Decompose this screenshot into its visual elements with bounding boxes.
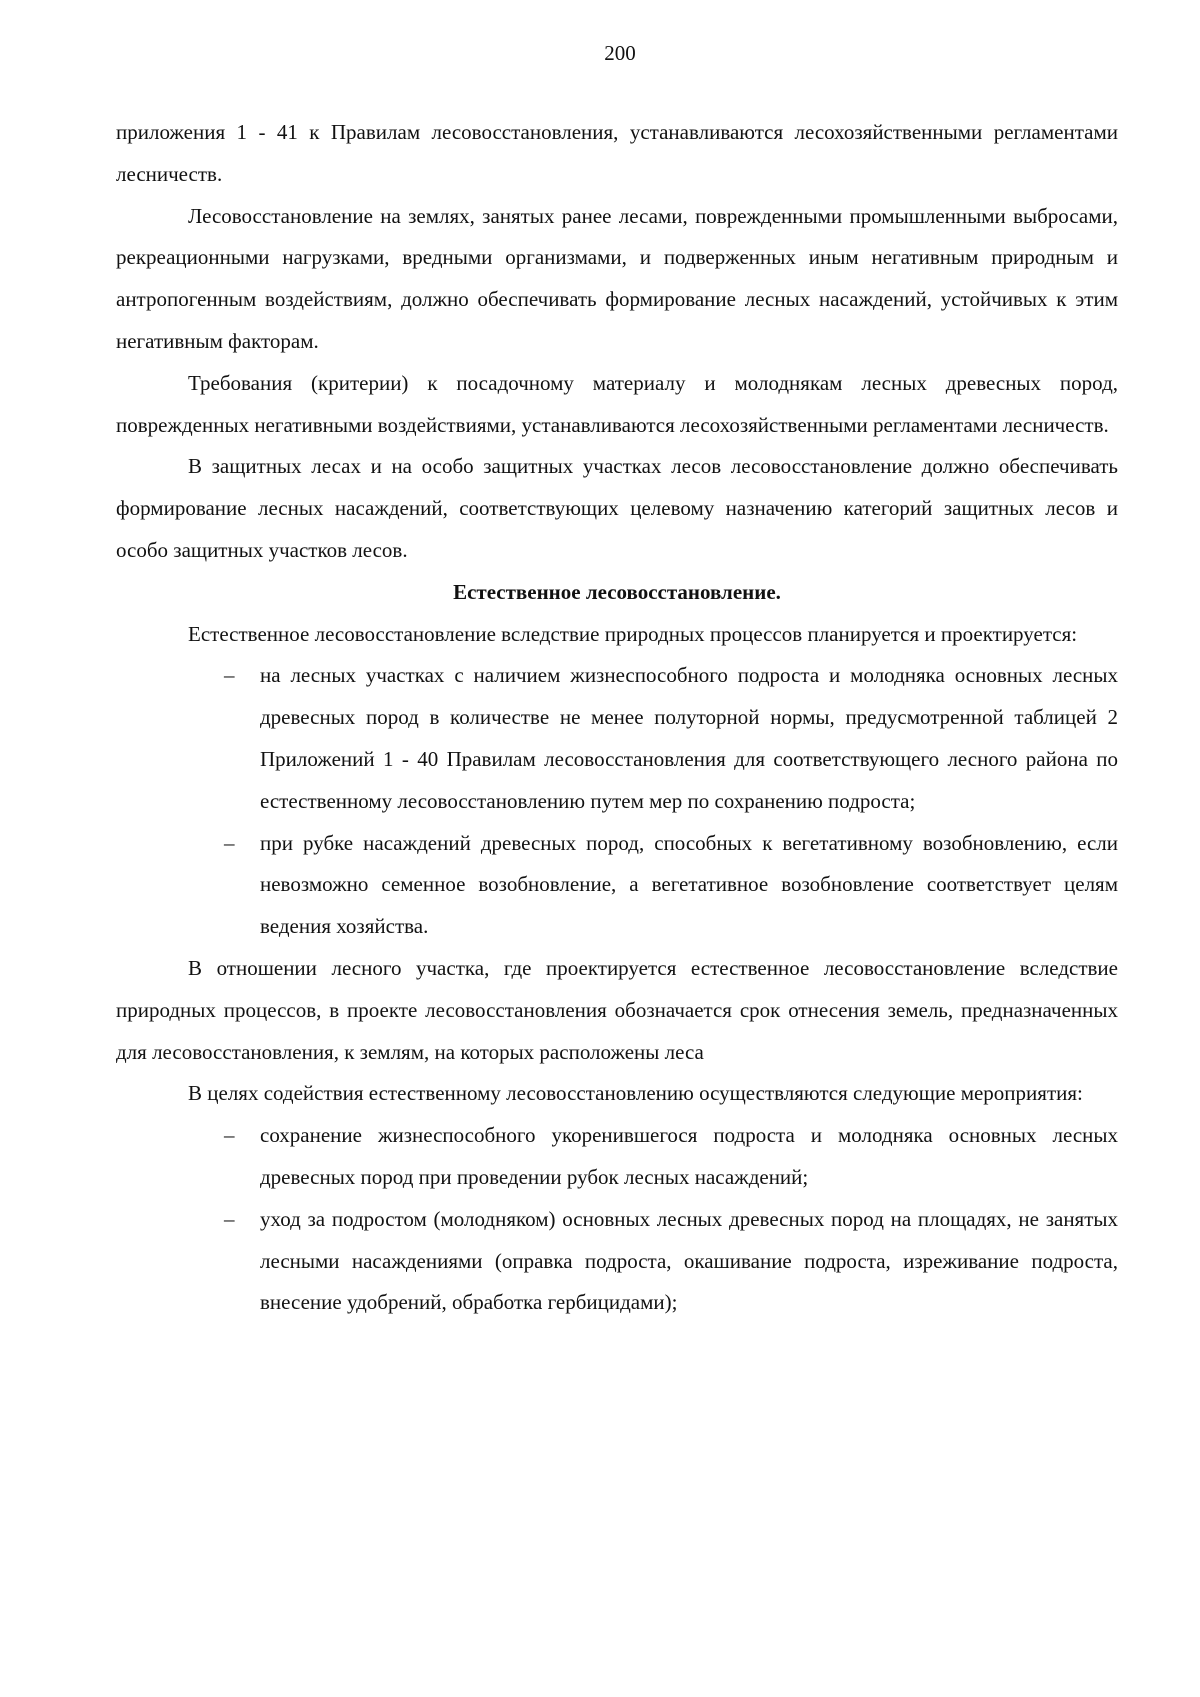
- dash-marker: –: [224, 1206, 235, 1231]
- list-item-text: уход за подростом (молодняком) основных лесных древесных пород на площадях, не занятых лесными насаждениями (оправка подроста, окашивание подроста, изреживание подроста, внесение удобрений, обработка гербицидами);: [260, 1206, 1118, 1315]
- paragraph-assist-intro: В целях содействия естественному лесовосстановлению осуществляются следующие мероприятия:: [188, 1081, 1083, 1106]
- list-item: [224, 655, 1118, 822]
- paragraph-protective-forests: В защитных лесах и на особо защитных участках лесов лесовосстановление должно обеспечивать формирование лесных насаждений, соответствующих целевому назначению категорий защитных лесов и особо защитных участков лесов.: [116, 454, 1118, 562]
- list-item-text: при рубке насаждений древесных пород, способных к вегетативному возобновлению, если невозможно семенное возобновление, а вегетативное возобновление соответствует целям ведения хозяйства.: [260, 830, 1118, 939]
- list-item: [224, 1115, 1118, 1199]
- dash-marker: –: [224, 1123, 235, 1148]
- list-item-text: на лесных участках с наличием жизнеспособного подроста и молодняка основных лесных древесных пород в количестве не менее полуторной нормы, предусмотренной таблицей 2 Приложений 1 - 40 Правилам лесовосстановления для соответствующего лесного района по естественному лесовосстановлению путем мер по сохранению подроста;: [260, 663, 1118, 813]
- paragraph-land-term: В отношении лесного участка, где проектируется естественное лесовосстановление вследствие природных процессов, в проекте лесовосстановления обозначается срок отнесения земель, предназначенных для лесовосстановления, к землям, на которых расположены леса: [116, 955, 1118, 1064]
- paragraph-requirements: Требования (критерии) к посадочному материалу и молоднякам лесных древесных пород, поврежденных негативными воздействиями, устанавливаются лесохозяйственными регламентами лесничеств.: [116, 370, 1118, 437]
- list-item-text: сохранение жизнеспособного укоренившегося подроста и молодняка основных лесных древесных пород при проведении рубок лесных насаждений;: [260, 1123, 1118, 1189]
- page-content: [116, 112, 1118, 1324]
- dash-marker: –: [224, 663, 235, 688]
- paragraph-damaged-lands: Лесовосстановление на землях, занятых ранее лесами, поврежденными промышленными выбросами, рекреационными нагрузками, вредными организмами, и подверженных иным негативным природным и антропогенным воздействиям, должно обеспечивать формирование лесных насаждений, устойчивых к этим негативным факторам.: [116, 203, 1118, 353]
- natural-regeneration-list: [116, 655, 1118, 948]
- list-item: [224, 1199, 1118, 1324]
- paragraph-continuation: приложения 1 - 41 к Правилам лесовосстановления, устанавливаются лесохозяйственными регламентами лесничеств.: [116, 120, 1118, 186]
- page-number: 200: [604, 41, 636, 65]
- paragraph-natural-intro: Естественное лесовосстановление вследствие природных процессов планируется и проектируется:: [188, 621, 1078, 646]
- assist-measures-list: [116, 1115, 1118, 1324]
- section-heading: Естественное лесовосстановление.: [453, 579, 781, 604]
- dash-marker: –: [224, 830, 235, 855]
- list-item: [224, 823, 1118, 948]
